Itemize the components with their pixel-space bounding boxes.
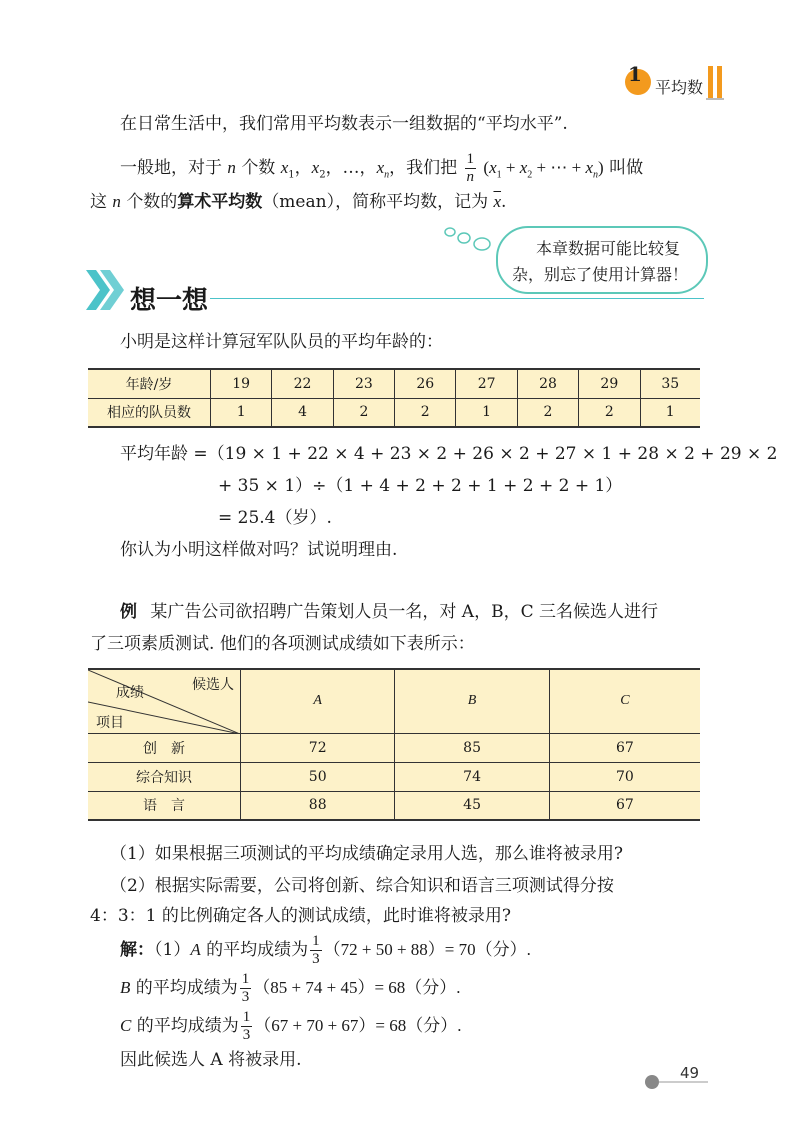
age-cell: 35 <box>661 375 680 392</box>
page-number: 49 <box>680 1064 700 1082</box>
x-bar: $\overline{x}$ <box>493 192 502 211</box>
think-ask: 你认为小明这样做对吗？试说明理由. <box>120 540 398 560</box>
count-cell: 4 <box>272 398 333 427</box>
age-label: 年龄/岁 <box>88 369 211 398</box>
calc-line-2: + 35 × 1）÷（1 + 4 + 2 + 2 + 1 + 2 + 2 + 1） <box>218 476 623 496</box>
score-cell: 74 <box>395 762 549 791</box>
age-table <box>88 368 700 428</box>
diag-candidate: 候选人 <box>192 677 234 693</box>
count-cell: 1 <box>211 398 272 427</box>
score-cell: 45 <box>395 791 549 820</box>
chevron-arrows-icon <box>86 264 130 316</box>
calc-line-1: 平均年龄 =（19 × 1 + 22 × 4 + 23 × 2 + 26 × 2 + 27 × 1 + 28 × 2 + 29 × 2 <box>120 444 778 464</box>
intro-line-3: 这 n 个数的算术平均数（mean），简称平均数，记为 $\overline{x}$. <box>90 192 507 212</box>
fraction-one-third: $\frac{1}{3}$ <box>241 971 250 1005</box>
intro-line-1: 在日常生活中，我们常用平均数表示一组数据的“平均水平”. <box>120 114 568 134</box>
example-line-1: 例 某广告公司欲招聘广告策划人员一名，对 A，B，C 三名候选人进行 <box>120 602 658 622</box>
chapter-header <box>622 62 732 110</box>
fraction-one-third: $\frac{1}{3}$ <box>242 1009 251 1043</box>
count-cell: 1 <box>456 398 517 427</box>
question-2a: （2）根据实际需要，公司将创新、综合知识和语言三项测试得分按 <box>110 876 614 896</box>
score-cell: 70 <box>615 768 634 785</box>
calc-line-3: = 25.4（岁）. <box>218 508 332 528</box>
score-cell: 85 <box>395 733 549 762</box>
example-line-2: 了三项素质测试. 他们的各项测试成绩如下表所示： <box>90 634 475 654</box>
solution-line-1: 解：（1）A 的平均成绩为 $\frac{1}{3}$ （72 + 50 + 88）= 70（分）. <box>120 933 531 967</box>
diag-score: 成绩 <box>116 685 144 701</box>
score-cell: 50 <box>241 762 395 791</box>
solution-line-3: C 的平均成绩为 $\frac{1}{3}$ （67 + 70 + 67）= 68（分）. <box>120 1009 462 1043</box>
age-cell: 27 <box>456 369 517 398</box>
score-cell: 67 <box>615 739 634 756</box>
tip-line-2: 杂，别忘了使用计算器！ <box>512 265 689 284</box>
item-label: 语 言 <box>88 791 241 820</box>
diag-item: 项目 <box>96 715 124 731</box>
score-cell: 67 <box>615 797 634 814</box>
count-cell: 2 <box>395 398 456 427</box>
count-label: 相应的队员数 <box>88 398 211 427</box>
example-label: 例 <box>120 602 137 622</box>
age-cell: 23 <box>333 369 394 398</box>
age-cell: 22 <box>272 369 333 398</box>
tip-bubble <box>496 226 708 294</box>
term-arithmetic-mean: 算术平均数 <box>177 192 263 212</box>
question-1: （1）如果根据三项测试的平均成绩确定录用人选，那么谁将被录用? <box>110 844 623 864</box>
fraction-one-third: $\frac{1}{3}$ <box>312 933 320 967</box>
candidate-header: A <box>241 669 395 733</box>
score-cell: 72 <box>241 733 395 762</box>
count-cell: 1 <box>665 404 675 421</box>
question-2b: 4：3：1 的比例确定各人的测试成绩，此时谁将被录用? <box>90 906 511 926</box>
intro-line-2: 一般地，对于 n 个数 $x_1$，$x_2$，…，$x_n$，我们把 $\frac{1}{n}$ ($x_1 + x_2$ + ⋯ + $x_n$) 叫做 <box>120 151 644 185</box>
age-cell: 19 <box>211 369 272 398</box>
candidate-header: C <box>620 693 630 709</box>
tip-line-1: 本章数据可能比较复 <box>536 239 681 258</box>
diagonal-header <box>88 669 241 733</box>
think-title: 想一想 <box>130 286 209 316</box>
age-cell: 29 <box>579 369 640 398</box>
count-cell: 2 <box>579 398 640 427</box>
solution-line-2: B 的平均成绩为 $\frac{1}{3}$ （85 + 74 + 45）= 68（分）. <box>120 971 461 1005</box>
count-cell: 2 <box>333 398 394 427</box>
solution-conclusion: 因此候选人 A 将被录用. <box>120 1050 302 1070</box>
section-title: 平均数 <box>655 78 704 97</box>
page-marker-icon <box>640 1072 710 1092</box>
count-cell: 2 <box>517 398 578 427</box>
score-cell: 88 <box>241 791 395 820</box>
fraction-1-over-n: $\frac{1}{n}$ <box>466 151 475 185</box>
item-label: 创 新 <box>88 733 241 762</box>
solution-label: 解： <box>120 940 154 960</box>
score-table <box>88 668 700 821</box>
item-label: 综合知识 <box>88 762 241 791</box>
candidate-header: B <box>395 669 549 733</box>
chapter-number: 1 <box>628 62 642 86</box>
think-question: 小明是这样计算冠军队队员的平均年龄的： <box>120 332 443 352</box>
think-divider <box>210 298 704 299</box>
age-cell: 28 <box>517 369 578 398</box>
age-cell: 26 <box>395 369 456 398</box>
